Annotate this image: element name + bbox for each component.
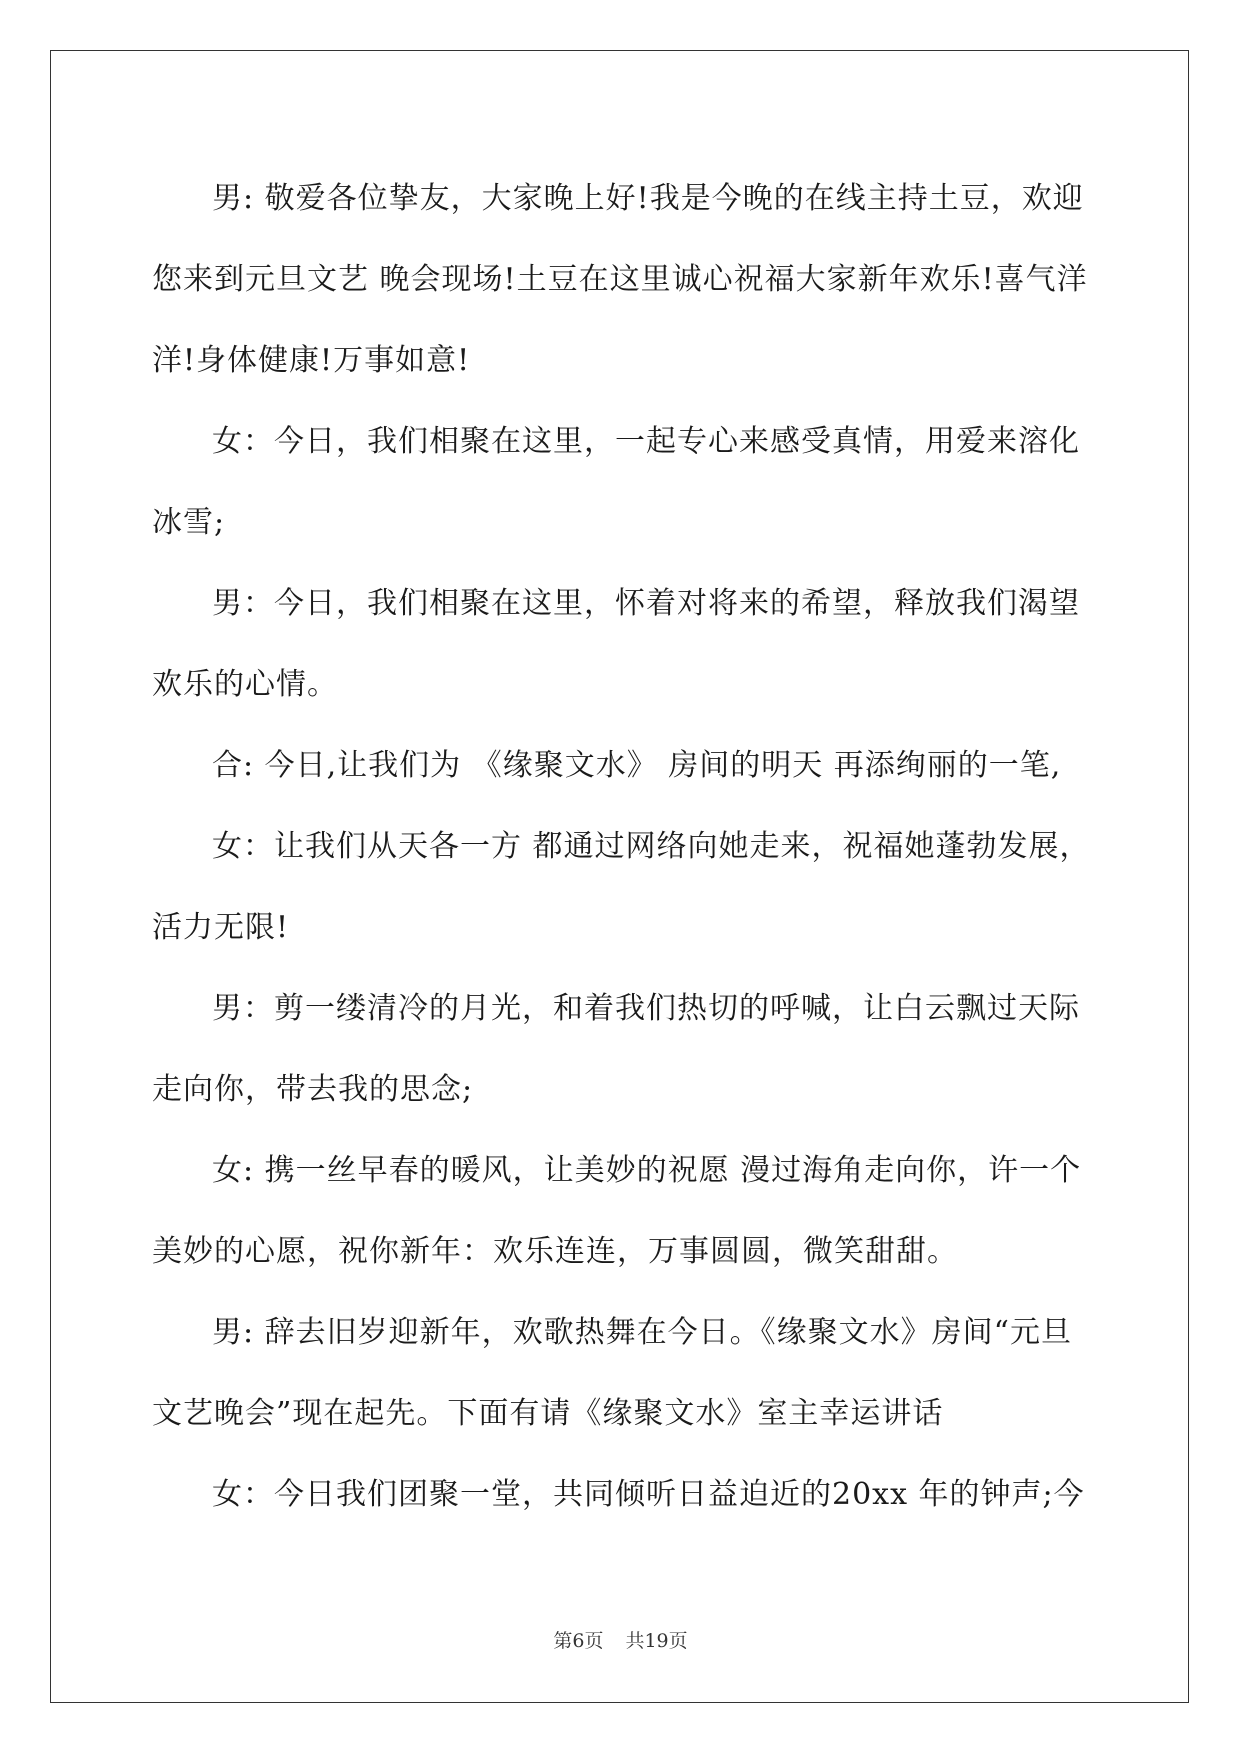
page-number: 第6页 [553, 1630, 604, 1652]
paragraph: 男: 辞去旧岁迎新年，欢歌热舞在今日。《缘聚文水》房间“元旦文艺晚会”现在起先。下面有请《缘聚文水》室主幸运讲话 [152, 1315, 1072, 1431]
paragraph: 男: 敬爱各位挚友，大家晚上好!我是今晚的在线主持土豆，欢迎您来到元旦文艺 晚会现场!土豆在这里诚心祝福大家新年欢乐!喜气洋洋!身体健康!万事如意! [152, 181, 1088, 378]
paragraph: 男：剪一缕清冷的月光，和着我们热切的呼喊，让白云飘过天际走向你，带去我的思念; [152, 991, 1080, 1107]
page-total: 共19页 [625, 1630, 688, 1652]
page-footer [0, 1626, 1241, 1653]
paragraph: 女：今日我们团聚一堂，共同倾听日益迫近的20xx 年的钟声;今 [212, 1477, 1085, 1512]
paragraph: 女：让我们从天各一方 都通过网络向她走来，祝福她蓬勃发展，活力无限! [152, 829, 1091, 945]
paragraph: 女：今日，我们相聚在这里，一起专心来感受真情，用爱来溶化冰雪; [152, 424, 1080, 540]
paragraph: 女: 携一丝早春的暖风，让美妙的祝愿 漫过海角走向你，许一个美妙的心愿，祝你新年：欢乐连连，万事圆圆，微笑甜甜。 [152, 1153, 1082, 1269]
document-body [152, 158, 1092, 1535]
paragraph: 男：今日，我们相聚在这里，怀着对将来的希望，释放我们渴望欢乐的心情。 [152, 586, 1080, 702]
paragraph: 合: 今日,让我们为 《缘聚文水》 房间的明天 再添绚丽的一笔, [212, 748, 1062, 783]
